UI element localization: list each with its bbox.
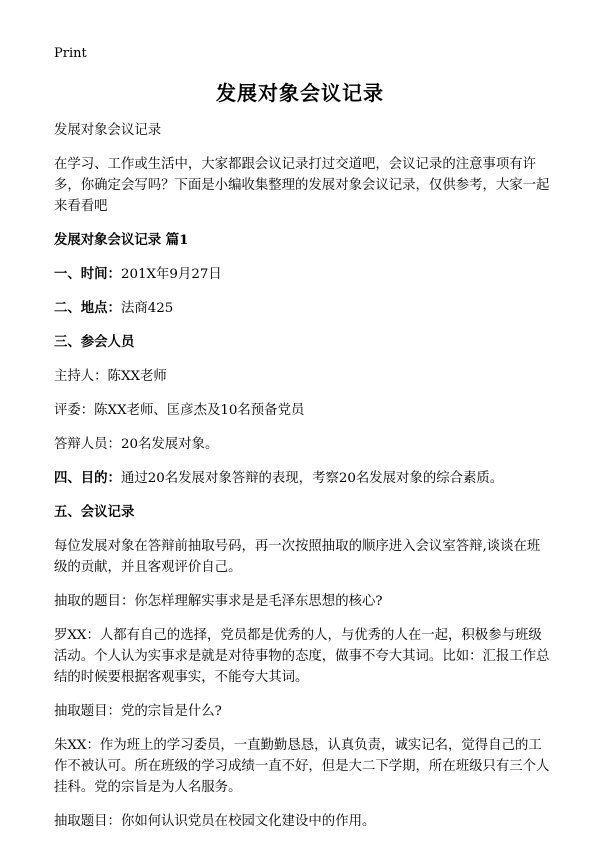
record-heading: 五、会议记录 <box>54 504 135 520</box>
print-link[interactable]: Print <box>54 46 87 61</box>
question-3: 抽取题目：你如何认识党员在校园文化建设中的作用。 <box>54 814 376 829</box>
host-line: 主持人：陈XX老师 <box>54 369 167 384</box>
document-body <box>54 120 550 845</box>
question-2: 抽取题目：党的宗旨是什么? <box>54 704 222 719</box>
doc-subtitle: 发展对象会议记录 <box>54 123 162 138</box>
record-intro: 每位发展对象在答辩前抽取号码，再一次按照抽取的顺序进入会议室答辩,谈谈在班级的贡献，并且客观评价自己。 <box>54 539 541 575</box>
section-title: 发展对象会议记录 篇1 <box>54 232 189 248</box>
purpose-line <box>54 468 550 489</box>
place-line <box>54 298 550 319</box>
time-line <box>54 264 550 285</box>
question-1: 抽取的题目：你怎样理解实事求是是毛泽东思想的核心? <box>54 594 383 609</box>
place-label: 二、地点： <box>54 300 121 316</box>
page-title: 发展对象会议记录 <box>216 81 384 105</box>
judges-line: 评委：陈XX老师、匡彦杰及10名预备党员 <box>54 403 305 418</box>
purpose-label: 四、目的： <box>54 470 121 486</box>
place-value: 法商425 <box>120 301 174 316</box>
purpose-value: 通过20名发展对象答辩的表现，考察20名发展对象的综合素质。 <box>120 471 504 486</box>
defenders-line: 答辩人员：20名发展对象。 <box>54 437 219 452</box>
intro-paragraph: 在学习、工作或生活中，大家都跟会议记录打过交道吧，会议记录的注意事项有许多，你确定会写吗？下面是小编收集整理的发展对象会议记录，仅供参考，大家一起来看看吧 <box>54 157 550 214</box>
answer-1: 罗XX：人都有自己的选择，党员都是优秀的人，与优秀的人在一起，积极参与班级活动。个人认为实事求是就是对待事物的态度，做事不夸大其词。比如：汇报工作总结的时候要根据客观事实，不能夸大其词。 <box>54 628 550 685</box>
attendees-heading: 三、参会人员 <box>54 334 135 350</box>
time-label: 一、时间： <box>54 266 121 282</box>
answer-2: 朱XX：作为班上的学习委员，一直勤勤恳恳，认真负责，诚实记名，觉得自己的工作不被认可。所在班级的学习成绩一直不好，但是大二下学期，所在班级只有三个人挂科。党的宗旨是为人名服务。 <box>54 738 550 795</box>
time-value: 201X年9月27日 <box>120 267 222 282</box>
